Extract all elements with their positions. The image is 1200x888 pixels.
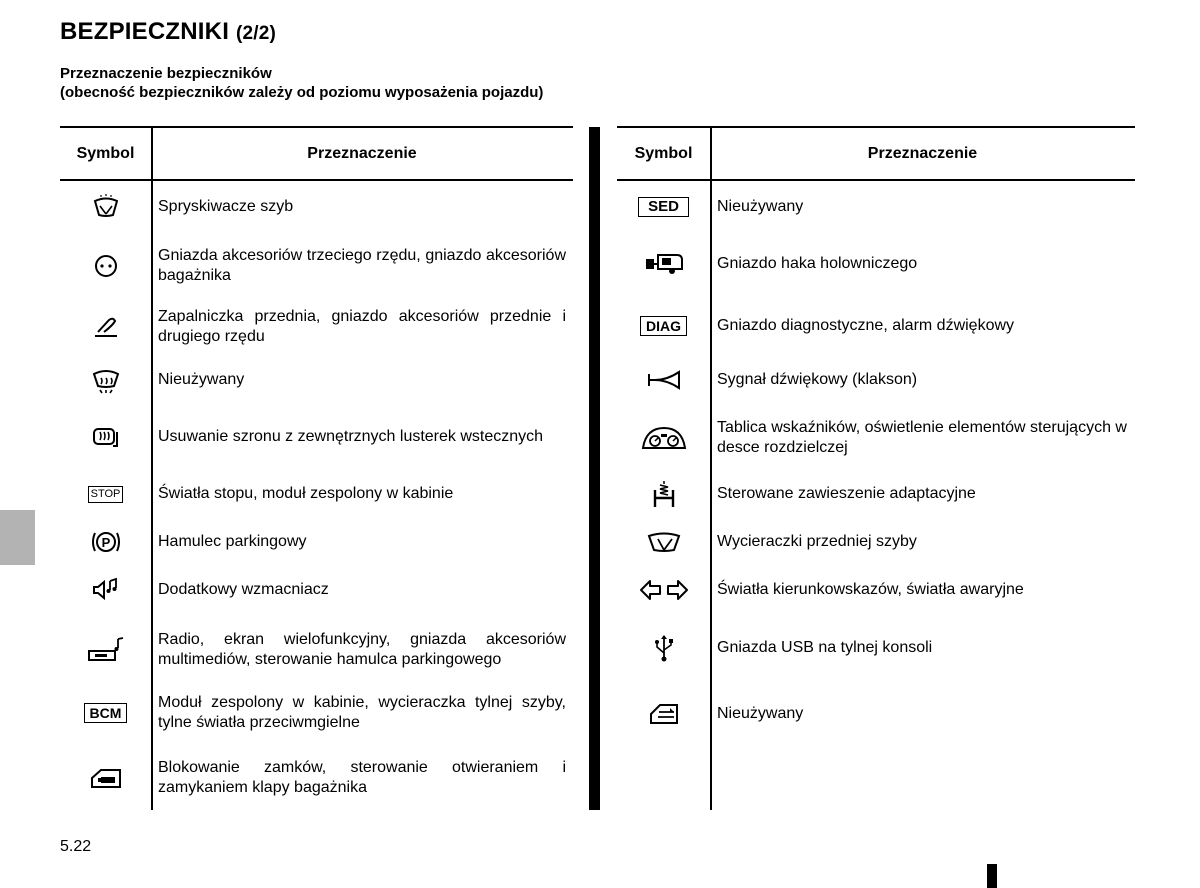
table-row — [617, 632, 1137, 664]
table-row — [60, 526, 566, 558]
adaptive-suspension-icon — [617, 480, 710, 508]
row-text: Radio, ekran wielofunkcyjny, gniazda akcesoriów multimediów, sterowanie hamulca parkingowego — [158, 631, 566, 668]
svg-text:P: P — [101, 535, 110, 550]
table-row — [617, 416, 1137, 460]
left-table-top-border — [60, 126, 573, 128]
row-text: Tablica wskaźników, oświetlenie elementów sterujących w desce rozdzielczej — [717, 419, 1127, 456]
row-text: Zapalniczka przednia, gniazdo akcesoriów przednie i drugiego rzędu — [158, 308, 566, 345]
table-row — [60, 421, 566, 453]
parking-brake-icon — [60, 528, 151, 556]
row-text: Nieużywany — [717, 198, 804, 215]
row-text: Wycieraczki przedniej szyby — [717, 533, 917, 550]
row-text: Nieużywany — [717, 705, 804, 722]
table-row — [617, 248, 1137, 280]
door-lock-icon — [60, 766, 151, 790]
row-text: Nieużywany — [158, 371, 245, 388]
table-row — [617, 478, 1137, 510]
row-text: Hamulec parkingowy — [158, 533, 307, 550]
table-row — [60, 244, 566, 288]
table-row — [617, 364, 1137, 396]
towbar-icon — [617, 250, 710, 278]
row-text: Światła stopu, moduł zespolony w kabinie — [158, 485, 454, 502]
table-row — [60, 691, 566, 735]
amplifier-icon — [60, 577, 151, 603]
table-separator — [589, 127, 600, 810]
row-text: Dodatkowy wzmacniacz — [158, 581, 329, 598]
subtitle: Przeznaczenie bezpieczników (obecność bezpieczników zależy od poziomu wyposażenia pojazdu) — [60, 65, 544, 101]
left-header-symbol: Symbol — [76, 145, 135, 162]
row-text: Gniazdo haka holowniczego — [717, 255, 918, 272]
table-row — [60, 305, 566, 349]
table-row — [60, 756, 566, 800]
diag-icon: DIAG — [617, 316, 710, 336]
accessory-socket-icon — [60, 253, 151, 279]
row-text: Gniazda akcesoriów trzeciego rzędu, gniazdo akcesoriów bagażnika — [158, 247, 566, 284]
page-number: 5.22 — [60, 838, 92, 855]
cigarette-lighter-icon — [60, 314, 151, 340]
horn-icon — [617, 368, 710, 392]
row-text: Moduł zespolony w kabinie, wycieraczka tylnej szyby, tylne światła przeciwmgielne — [158, 694, 566, 731]
row-text: Spryskiwacze szyb — [158, 198, 294, 215]
table-row — [617, 526, 1137, 558]
instrument-panel-icon — [617, 424, 710, 452]
row-text: Światła kierunkowskazów, światła awaryjne — [717, 581, 1024, 598]
table-row — [617, 191, 1137, 223]
row-text: Gniazda USB na tylnej konsoli — [717, 639, 933, 656]
table-row — [60, 478, 566, 510]
table-row — [60, 364, 566, 396]
windscreen-washer-icon — [60, 194, 151, 220]
left-header-purpose: Przeznaczenie — [307, 145, 417, 162]
table-row — [60, 574, 566, 606]
table-row — [617, 574, 1137, 606]
bcm-icon: BCM — [60, 703, 151, 723]
mirror-defrost-icon — [60, 424, 151, 450]
usb-icon — [617, 633, 710, 663]
table-row — [617, 310, 1137, 342]
row-text: Sterowane zawieszenie adaptacyjne — [717, 485, 976, 502]
page-title: BEZPIECZNIKI (2/2) — [60, 18, 277, 45]
table-row — [60, 191, 566, 223]
right-table-top-border — [617, 126, 1135, 128]
table-row — [60, 628, 566, 672]
radio-icon — [60, 635, 151, 665]
right-table-header-border — [617, 179, 1135, 181]
chapter-tab — [0, 510, 35, 565]
right-header-purpose: Przeznaczenie — [867, 145, 978, 162]
row-text: Sygnał dźwiękowy (klakson) — [717, 371, 918, 388]
front-demister-icon — [60, 366, 151, 394]
front-wiper-icon — [617, 530, 710, 554]
table-row — [617, 698, 1137, 730]
sed-icon: SED — [617, 197, 710, 217]
stop-lights-icon: STOP — [60, 486, 151, 503]
row-text: Blokowanie zamków, sterowanie otwieraniem i zamykaniem klapy bagażnika — [158, 759, 566, 796]
window-icon — [617, 702, 710, 726]
turn-signal-icon — [617, 578, 710, 602]
left-table-header-border — [60, 179, 573, 181]
row-text: Gniazdo diagnostyczne, alarm dźwiękowy — [717, 317, 1015, 334]
right-header-symbol: Symbol — [634, 145, 693, 162]
corner-marker — [987, 864, 997, 888]
row-text: Usuwanie szronu z zewnętrznych lusterek wstecznych — [158, 428, 544, 445]
